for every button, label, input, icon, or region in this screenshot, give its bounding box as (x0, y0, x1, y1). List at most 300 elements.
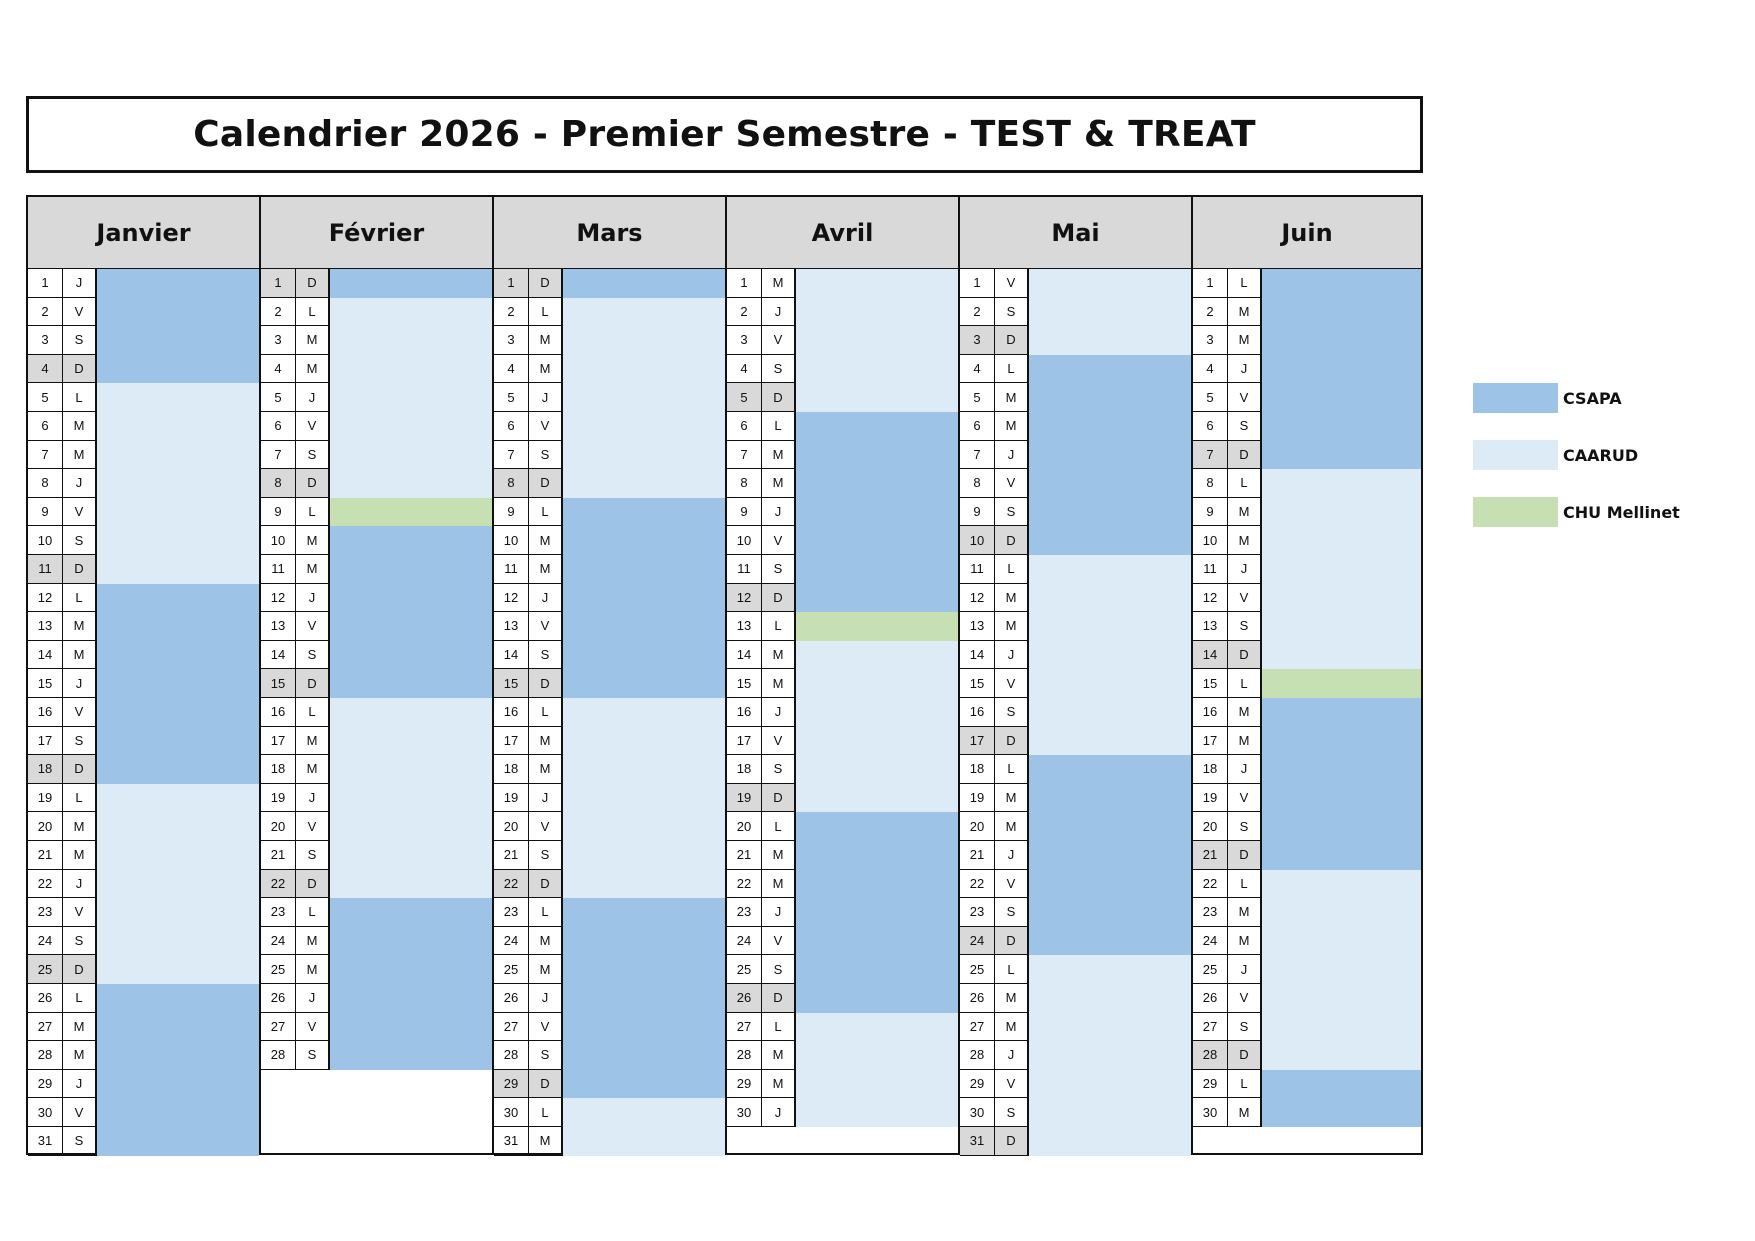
day-row (1193, 269, 1421, 298)
day-row (28, 841, 259, 870)
day-letter: M (995, 383, 1029, 412)
legend-swatch-caarud (1473, 440, 1558, 470)
day-row (494, 526, 725, 555)
day-letter: M (296, 326, 330, 355)
day-assignment (796, 526, 958, 555)
day-letter: V (296, 412, 330, 441)
day-row (727, 755, 958, 784)
day-number: 8 (28, 469, 63, 498)
day-row (1193, 841, 1421, 870)
day-assignment (1029, 355, 1191, 384)
day-assignment (563, 812, 725, 841)
day-letter: V (63, 498, 97, 527)
day-assignment (796, 927, 958, 956)
day-assignment (796, 1041, 958, 1070)
day-row (261, 641, 492, 670)
day-number: 15 (960, 669, 995, 698)
day-letter: M (995, 812, 1029, 841)
day-assignment (330, 469, 492, 498)
day-number: 15 (28, 669, 63, 698)
day-assignment (563, 584, 725, 613)
day-letter: V (529, 1013, 563, 1042)
day-letter: L (762, 412, 796, 441)
day-letter: J (1228, 355, 1262, 384)
day-row (727, 669, 958, 698)
day-number: 3 (261, 326, 296, 355)
day-row (261, 355, 492, 384)
day-number: 22 (960, 870, 995, 899)
day-letter: M (63, 841, 97, 870)
day-assignment (563, 355, 725, 384)
day-letter: M (296, 727, 330, 756)
calendar-grid (26, 195, 1423, 1155)
day-letter: D (995, 1127, 1029, 1156)
day-letter: M (995, 784, 1029, 813)
day-letter: S (296, 641, 330, 670)
day-assignment (796, 298, 958, 327)
day-letter: M (63, 1041, 97, 1070)
day-row (261, 612, 492, 641)
day-assignment (563, 1127, 725, 1156)
day-assignment (1262, 526, 1421, 555)
day-row (1193, 1013, 1421, 1042)
day-assignment (97, 955, 259, 984)
day-assignment (97, 441, 259, 470)
day-assignment (1029, 469, 1191, 498)
day-row (28, 498, 259, 527)
day-number: 24 (28, 927, 63, 956)
day-number: 23 (1193, 898, 1228, 927)
day-letter: L (529, 498, 563, 527)
day-letter: L (762, 612, 796, 641)
day-assignment (1262, 1041, 1421, 1070)
day-letter: V (63, 298, 97, 327)
legend-item-chu-mellinet (1473, 497, 1733, 527)
day-letter: S (1228, 612, 1262, 641)
day-letter: J (296, 784, 330, 813)
day-row (1193, 755, 1421, 784)
day-row (261, 1013, 492, 1042)
day-assignment (97, 526, 259, 555)
day-assignment (796, 669, 958, 698)
day-letter: M (63, 441, 97, 470)
day-number: 19 (960, 784, 995, 813)
month-name: Mars (576, 218, 643, 247)
day-assignment (330, 298, 492, 327)
day-number: 26 (727, 984, 762, 1013)
day-row (28, 870, 259, 899)
day-assignment (330, 669, 492, 698)
day-assignment (796, 1070, 958, 1099)
day-row (960, 355, 1191, 384)
day-number: 20 (727, 812, 762, 841)
day-assignment (97, 469, 259, 498)
day-letter: D (762, 383, 796, 412)
day-number: 13 (261, 612, 296, 641)
day-letter: D (296, 669, 330, 698)
day-row (727, 469, 958, 498)
day-letter: D (296, 469, 330, 498)
day-number: 12 (494, 584, 529, 613)
day-number: 28 (28, 1041, 63, 1070)
day-assignment (563, 555, 725, 584)
day-letter: D (529, 870, 563, 899)
day-assignment (330, 784, 492, 813)
day-assignment (330, 441, 492, 470)
day-number: 1 (960, 269, 995, 298)
day-letter: V (296, 812, 330, 841)
day-letter: S (762, 555, 796, 584)
day-assignment (97, 841, 259, 870)
day-row (1193, 927, 1421, 956)
day-letter: M (995, 1013, 1029, 1042)
day-assignment (1262, 984, 1421, 1013)
day-number: 23 (494, 898, 529, 927)
day-assignment (1262, 355, 1421, 384)
day-assignment (563, 898, 725, 927)
day-assignment (1029, 984, 1191, 1013)
day-row (28, 1013, 259, 1042)
day-letter: M (1228, 727, 1262, 756)
day-number: 27 (494, 1013, 529, 1042)
day-letter: M (296, 355, 330, 384)
month-name: Mai (1051, 218, 1100, 247)
day-letter: J (63, 669, 97, 698)
day-row (261, 698, 492, 727)
day-letter: M (529, 1127, 563, 1156)
day-number: 18 (261, 755, 296, 784)
day-row (28, 784, 259, 813)
day-number: 4 (960, 355, 995, 384)
day-row (28, 641, 259, 670)
day-row (960, 555, 1191, 584)
day-row (727, 727, 958, 756)
day-row (960, 669, 1191, 698)
day-number: 28 (960, 1041, 995, 1070)
day-letter: S (63, 326, 97, 355)
day-letter: V (1228, 984, 1262, 1013)
day-letter: J (995, 641, 1029, 670)
day-row (494, 269, 725, 298)
day-letter: D (995, 326, 1029, 355)
day-number: 8 (960, 469, 995, 498)
day-letter: S (995, 898, 1029, 927)
day-number: 7 (28, 441, 63, 470)
day-row (960, 841, 1191, 870)
day-letter: D (296, 870, 330, 899)
day-letter: L (995, 755, 1029, 784)
day-row (261, 412, 492, 441)
day-number: 9 (727, 498, 762, 527)
day-letter: L (1228, 669, 1262, 698)
day-row (28, 383, 259, 412)
day-number: 2 (261, 298, 296, 327)
day-number: 10 (1193, 526, 1228, 555)
day-assignment (1029, 927, 1191, 956)
day-letter: V (529, 612, 563, 641)
day-row (1193, 441, 1421, 470)
day-row (28, 727, 259, 756)
day-number: 26 (261, 984, 296, 1013)
day-assignment (330, 641, 492, 670)
day-number: 15 (494, 669, 529, 698)
day-assignment (1029, 727, 1191, 756)
day-letter: M (63, 812, 97, 841)
day-row (727, 1098, 958, 1127)
day-number: 17 (494, 727, 529, 756)
day-letter: J (762, 698, 796, 727)
day-letter: S (63, 727, 97, 756)
day-number: 23 (960, 898, 995, 927)
day-row (1193, 526, 1421, 555)
day-letter: M (529, 927, 563, 956)
day-number: 27 (960, 1013, 995, 1042)
day-assignment (1262, 812, 1421, 841)
day-number: 10 (28, 526, 63, 555)
day-assignment (330, 269, 492, 298)
day-assignment (563, 669, 725, 698)
day-assignment (330, 727, 492, 756)
day-row (1193, 984, 1421, 1013)
day-number: 2 (1193, 298, 1228, 327)
day-letter: M (762, 1041, 796, 1070)
day-number: 12 (261, 584, 296, 613)
day-row (960, 784, 1191, 813)
day-letter: M (296, 755, 330, 784)
day-number: 30 (727, 1098, 762, 1127)
day-number: 13 (494, 612, 529, 641)
day-assignment (563, 784, 725, 813)
day-letter: D (296, 269, 330, 298)
day-number: 26 (960, 984, 995, 1013)
day-row (727, 441, 958, 470)
day-letter: S (296, 441, 330, 470)
day-assignment (97, 326, 259, 355)
day-assignment (1029, 412, 1191, 441)
day-assignment (1262, 269, 1421, 298)
day-assignment (1029, 641, 1191, 670)
day-letter: J (529, 584, 563, 613)
legend-item-csapa (1473, 383, 1733, 413)
day-number: 24 (1193, 927, 1228, 956)
day-row (727, 355, 958, 384)
day-assignment (796, 841, 958, 870)
day-row (28, 669, 259, 698)
day-row (494, 955, 725, 984)
day-assignment (330, 584, 492, 613)
day-row (727, 641, 958, 670)
day-row (727, 955, 958, 984)
day-row (494, 669, 725, 698)
month-column-mars (494, 197, 727, 1153)
day-number: 25 (960, 955, 995, 984)
day-letter: J (296, 584, 330, 613)
day-letter: S (762, 955, 796, 984)
day-letter: M (762, 269, 796, 298)
day-letter: M (995, 412, 1029, 441)
day-assignment (563, 526, 725, 555)
day-number: 20 (261, 812, 296, 841)
day-row (727, 584, 958, 613)
day-assignment (1262, 298, 1421, 327)
month-name: Juin (1281, 218, 1333, 247)
day-letter: M (529, 727, 563, 756)
month-column-juin (1193, 197, 1421, 1153)
day-row (261, 269, 492, 298)
day-letter: S (1228, 1013, 1262, 1042)
month-header (494, 197, 725, 269)
day-row (28, 927, 259, 956)
day-row (28, 298, 259, 327)
day-assignment (97, 1070, 259, 1099)
day-number: 11 (960, 555, 995, 584)
day-assignment (97, 698, 259, 727)
day-assignment (796, 441, 958, 470)
day-letter: J (296, 984, 330, 1013)
day-row (727, 927, 958, 956)
day-row (727, 984, 958, 1013)
day-number: 8 (261, 469, 296, 498)
day-row (1193, 469, 1421, 498)
day-row (494, 927, 725, 956)
day-row (28, 755, 259, 784)
day-number: 1 (494, 269, 529, 298)
day-row (494, 755, 725, 784)
day-letter: M (1228, 927, 1262, 956)
day-row (28, 812, 259, 841)
day-letter: M (63, 1013, 97, 1042)
day-letter: M (762, 841, 796, 870)
day-row (960, 498, 1191, 527)
day-letter: D (63, 355, 97, 384)
day-number: 5 (727, 383, 762, 412)
day-number: 19 (1193, 784, 1228, 813)
day-assignment (97, 984, 259, 1013)
day-number: 16 (494, 698, 529, 727)
day-letter: V (63, 1098, 97, 1127)
day-assignment (563, 870, 725, 899)
day-number: 30 (494, 1098, 529, 1127)
day-assignment (330, 526, 492, 555)
day-number: 9 (261, 498, 296, 527)
legend-swatch-csapa (1473, 383, 1558, 413)
legend-item-caarud (1473, 440, 1733, 470)
day-number: 6 (28, 412, 63, 441)
day-letter: S (995, 698, 1029, 727)
day-letter: L (995, 355, 1029, 384)
day-row (261, 498, 492, 527)
day-assignment (1029, 812, 1191, 841)
day-letter: L (995, 955, 1029, 984)
day-letter: S (63, 927, 97, 956)
day-number: 29 (727, 1070, 762, 1099)
day-assignment (796, 612, 958, 641)
day-number: 27 (261, 1013, 296, 1042)
day-assignment (1029, 612, 1191, 641)
day-number: 30 (960, 1098, 995, 1127)
day-number: 3 (727, 326, 762, 355)
legend-label-csapa: CSAPA (1563, 389, 1622, 408)
day-row (494, 355, 725, 384)
day-number: 2 (960, 298, 995, 327)
day-assignment (563, 326, 725, 355)
day-assignment (1029, 1070, 1191, 1099)
day-number: 10 (494, 526, 529, 555)
day-row (727, 526, 958, 555)
day-number: 13 (28, 612, 63, 641)
day-assignment (563, 1070, 725, 1099)
day-letter: M (529, 526, 563, 555)
day-letter: S (762, 355, 796, 384)
day-letter: L (63, 383, 97, 412)
day-assignment (563, 755, 725, 784)
day-assignment (796, 383, 958, 412)
day-row (960, 955, 1191, 984)
day-row (28, 955, 259, 984)
day-row (960, 383, 1191, 412)
day-row (727, 784, 958, 813)
day-number: 29 (494, 1070, 529, 1099)
day-number: 15 (261, 669, 296, 698)
day-number: 5 (960, 383, 995, 412)
day-letter: D (63, 955, 97, 984)
day-number: 31 (960, 1127, 995, 1156)
day-number: 23 (261, 898, 296, 927)
day-assignment (796, 269, 958, 298)
month-header (727, 197, 958, 269)
day-number: 23 (727, 898, 762, 927)
day-row (960, 298, 1191, 327)
day-row (1193, 383, 1421, 412)
day-row (960, 441, 1191, 470)
day-assignment (563, 698, 725, 727)
day-assignment (330, 984, 492, 1013)
day-row (261, 383, 492, 412)
day-number: 28 (1193, 1041, 1228, 1070)
day-letter: M (1228, 898, 1262, 927)
day-number: 4 (28, 355, 63, 384)
day-assignment (563, 955, 725, 984)
day-assignment (1262, 727, 1421, 756)
day-row (28, 355, 259, 384)
day-number: 16 (28, 698, 63, 727)
day-letter: S (296, 1041, 330, 1070)
day-letter: J (63, 269, 97, 298)
day-row (494, 698, 725, 727)
day-letter: J (63, 1070, 97, 1099)
day-row (261, 955, 492, 984)
day-letter: L (529, 698, 563, 727)
day-letter: L (1228, 469, 1262, 498)
day-assignment (1029, 1013, 1191, 1042)
day-row (28, 412, 259, 441)
day-assignment (1262, 955, 1421, 984)
day-number: 31 (28, 1127, 63, 1156)
day-letter: D (762, 784, 796, 813)
day-assignment (1262, 612, 1421, 641)
day-row (1193, 641, 1421, 670)
day-number: 16 (261, 698, 296, 727)
month-column-avril (727, 197, 960, 1153)
day-assignment (1029, 498, 1191, 527)
day-assignment (97, 669, 259, 698)
day-letter: M (296, 927, 330, 956)
day-row (28, 1127, 259, 1156)
day-number: 20 (494, 812, 529, 841)
day-row (1193, 898, 1421, 927)
day-assignment (97, 812, 259, 841)
day-assignment (563, 612, 725, 641)
